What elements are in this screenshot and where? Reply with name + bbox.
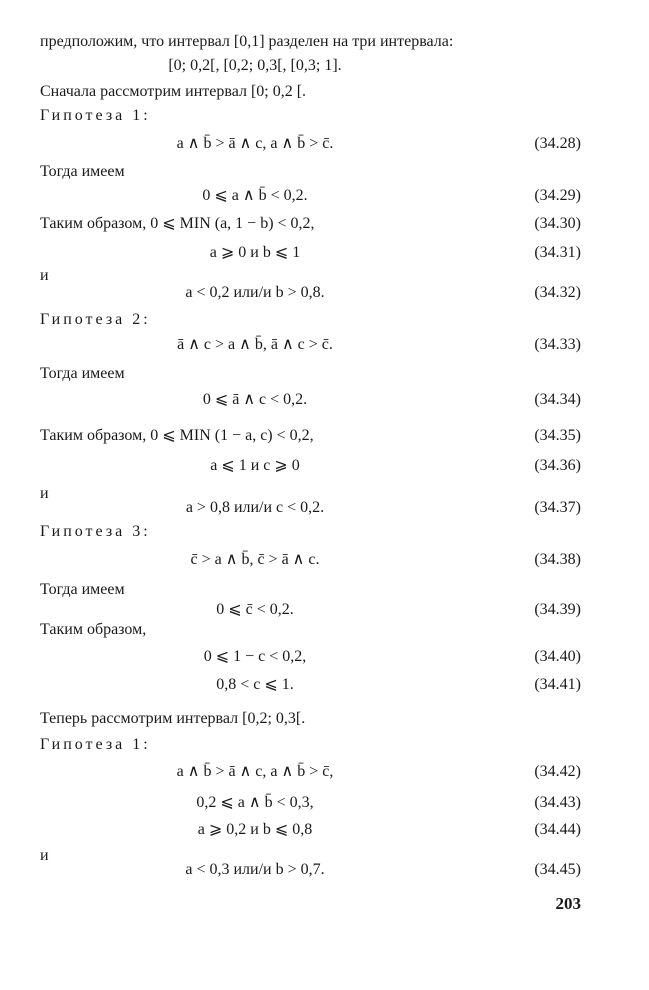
equation-number: (34.45) xyxy=(534,861,581,878)
equation-line: a ⩽ 1 и c ⩾ 0 xyxy=(210,457,300,474)
equation-number: (34.37) xyxy=(534,499,581,516)
equation-number: (34.30) xyxy=(534,215,581,232)
text-line: Таким образом, xyxy=(40,621,147,638)
equation-number: (34.33) xyxy=(534,336,581,353)
text-line: Гипотеза 1: xyxy=(40,736,151,753)
text-line: и xyxy=(40,847,49,864)
text-line: Таким образом, 0 ⩽ MIN (a, 1 − b) < 0,2, xyxy=(40,215,315,232)
page-number: 203 xyxy=(555,894,581,913)
equation-number: (34.40) xyxy=(534,648,581,665)
equation-line: [0; 0,2[, [0,2; 0,3[, [0,3; 1]. xyxy=(168,57,342,74)
equation-line: 0 ⩽ ā ∧ c < 0,2. xyxy=(202,391,308,408)
equation-line: 0,2 ⩽ a ∧ b̄ < 0,3, xyxy=(196,794,314,811)
equation-line: c̄ > a ∧ b̄, c̄ > ā ∧ c. xyxy=(190,551,320,568)
equation-line: a ∧ b̄ > ā ∧ c, a ∧ b̄ > c̄. xyxy=(176,135,334,152)
equation-number: (34.42) xyxy=(534,763,581,780)
equation-number: (34.34) xyxy=(534,391,581,408)
text-line: и xyxy=(40,267,49,284)
equation-line: a < 0,2 или/и b > 0,8. xyxy=(185,284,325,301)
text-line: Гипотеза 2: xyxy=(40,311,151,328)
equation-line: a ∧ b̄ > ā ∧ c, a ∧ b̄ > c̄, xyxy=(176,763,334,780)
equation-number: (34.41) xyxy=(534,676,581,693)
equation-line: 0,8 < c ⩽ 1. xyxy=(216,676,294,693)
equation-line: 0 ⩽ a ∧ b̄ < 0,2. xyxy=(202,187,308,204)
equation-number: (34.31) xyxy=(534,244,581,261)
equation-number: (34.43) xyxy=(534,794,581,811)
text-line: предположим, что интервал [0,1] разделен на три интервала: xyxy=(40,33,454,50)
text-line: Тогда имеем xyxy=(40,365,125,382)
equation-number: (34.28) xyxy=(534,135,581,152)
equation-line: a < 0,3 или/и b > 0,7. xyxy=(185,861,325,878)
equation-number: (34.36) xyxy=(534,457,581,474)
text-line: Таким образом, 0 ⩽ MIN (1 − a, c) < 0,2, xyxy=(40,427,314,444)
equation-line: a ⩾ 0,2 и b ⩽ 0,8 xyxy=(197,821,313,838)
equation-line: 0 ⩽ 1 − c < 0,2, xyxy=(203,648,307,665)
text-line: Гипотеза 1: xyxy=(40,107,151,124)
text-line: Тогда имеем xyxy=(40,163,125,180)
text-line: Тогда имеем xyxy=(40,581,125,598)
equation-number: (34.39) xyxy=(534,601,581,618)
equation-line: a > 0,8 или/и c < 0,2. xyxy=(185,499,325,516)
equation-number: (34.38) xyxy=(534,551,581,568)
equation-number: (34.32) xyxy=(534,284,581,301)
equation-number: (34.44) xyxy=(534,821,581,838)
equation-number: (34.35) xyxy=(534,427,581,444)
equation-line: 0 ⩽ c̄ < 0,2. xyxy=(216,601,294,618)
text-line: и xyxy=(40,485,49,502)
text-line: Гипотеза 3: xyxy=(40,523,151,540)
text-line: Сначала рассмотрим интервал [0; 0,2 [. xyxy=(40,83,307,100)
text-line: Теперь рассмотрим интервал [0,2; 0,3[. xyxy=(40,710,306,727)
equation-line: ā ∧ c > a ∧ b̄, ā ∧ c > c̄. xyxy=(177,336,333,353)
equation-number: (34.29) xyxy=(534,187,581,204)
equation-line: a ⩾ 0 и b ⩽ 1 xyxy=(209,244,301,261)
